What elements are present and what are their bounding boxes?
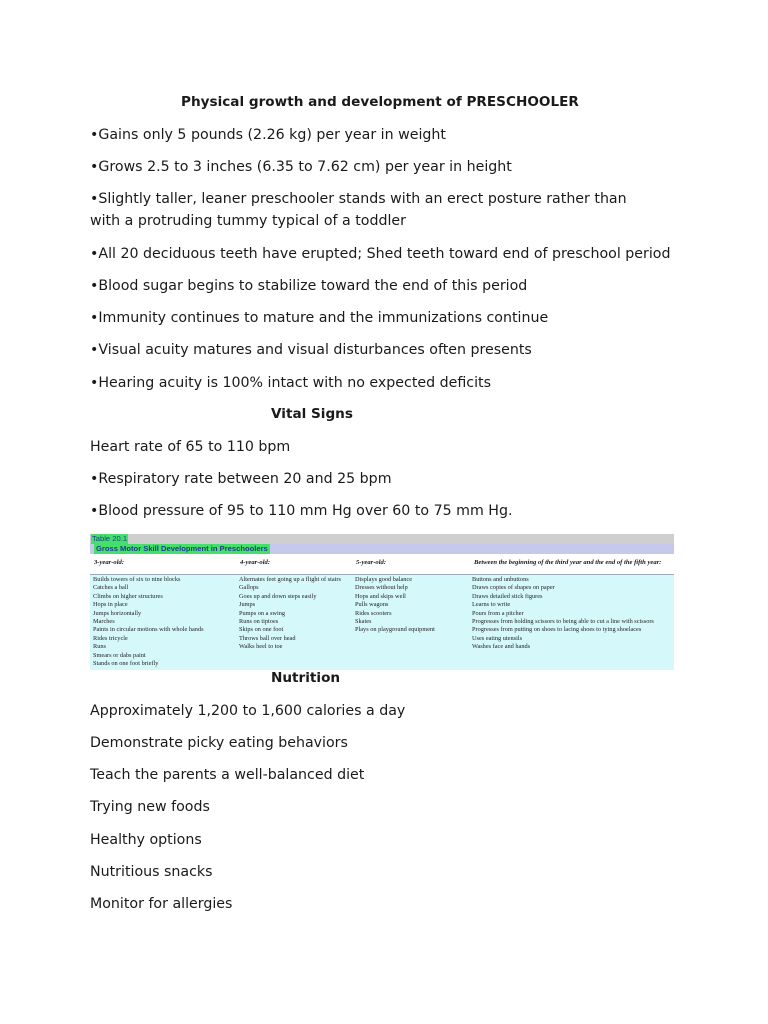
table-cell: Dresses without help — [355, 584, 408, 592]
table-cell: Draws detailed stick figures — [472, 592, 543, 600]
growth-item: •Blood sugar begins to stabilize toward the end of this period — [90, 278, 528, 294]
growth-item: •Grows 2.5 to 3 inches (6.35 to 7.62 cm) per year in height — [90, 159, 512, 175]
table-label: Table 20.1 — [92, 534, 128, 543]
vital-item: •Respiratory rate between 20 and 25 bpm — [90, 471, 392, 487]
table-column — [355, 576, 435, 635]
table-cell: Walks heel to toe — [239, 643, 283, 651]
growth-item: •All 20 deciduous teeth have erupted; Shed teeth toward end of preschool period — [90, 246, 671, 262]
table-cell: Catches a ball — [93, 584, 129, 592]
growth-item: •Gains only 5 pounds (2.26 kg) per year in weight — [90, 127, 446, 143]
table-cell: Gallops — [239, 584, 259, 592]
table-cell: Marches — [93, 618, 115, 626]
table-title-bar — [90, 544, 674, 554]
table-cell: Runs — [93, 643, 106, 651]
nutrition-item: Monitor for allergies — [90, 896, 233, 912]
table-label-bar — [90, 534, 674, 544]
nutrition-heading: Nutrition — [271, 670, 341, 686]
nutrition-item: Demonstrate picky eating behaviors — [90, 735, 348, 751]
table-cell: Stands on one foot briefly — [93, 660, 159, 668]
table-cell: Plays on playground equipment — [355, 626, 435, 634]
nutrition-item: Healthy options — [90, 832, 202, 848]
table-cell: Pulls wagons — [355, 601, 389, 609]
table-column-header: 4-year-old: — [240, 559, 271, 566]
table-header-row — [90, 554, 674, 575]
table-cell: Rides tricycle — [93, 634, 128, 642]
table-cell: Washes face and hands — [472, 643, 531, 651]
table-title: Gross Motor Skill Development in Preschoolers — [96, 544, 268, 553]
table-cell: Draws copies of shapes on paper — [472, 584, 555, 592]
table-cell: Pours from a pitcher — [472, 609, 524, 617]
growth-item: •Hearing acuity is 100% intact with no expected deficits — [90, 375, 491, 391]
table-cell: Uses eating utensils — [472, 634, 523, 642]
table-column — [239, 576, 341, 652]
table-cell: Alternates feet going up a flight of stairs — [239, 576, 341, 583]
table-cell: Skips on one foot — [239, 626, 284, 634]
growth-item: •Visual acuity matures and visual disturbances often presents — [90, 342, 532, 358]
table-column-header: 5-year-old: — [356, 559, 387, 566]
page-title: Physical growth and development of PRESCHOOLER — [181, 94, 579, 110]
table-cell: Displays good balance — [355, 576, 413, 583]
vital-signs-heading: Vital Signs — [271, 406, 353, 422]
table-column-header: 3-year-old: — [94, 559, 125, 566]
vital-item: Heart rate of 65 to 110 bpm — [90, 439, 291, 455]
table-cell: Builds towers of six to nine blocks — [93, 576, 181, 583]
table-cell: Jumps horizontally — [93, 609, 142, 617]
table-cell: Jumps — [239, 601, 256, 609]
table-cell: Hops and skips well — [355, 592, 406, 600]
nutrition-item: Trying new foods — [90, 799, 210, 815]
nutrition-item: Approximately 1,200 to 1,600 calories a day — [90, 703, 406, 719]
table-cell: Hops in place — [93, 601, 128, 609]
table-cell: Progresses from holding scissors to being able to cut a line with scissors — [472, 618, 654, 626]
growth-item: •Slightly taller, leaner preschooler stands with an erect posture rather than with a protruding tummy typical of a toddler — [90, 191, 627, 229]
table-cell: Smears or dabs paint — [93, 651, 146, 659]
table-cell: Progresses from putting on shoes to lacing shoes to tying shoelaces — [472, 626, 642, 634]
table-cell: Paints in circular motions with whole hands — [93, 626, 204, 634]
table-cell: Rides scooters — [355, 609, 392, 617]
nutrition-item: Nutritious snacks — [90, 864, 213, 880]
table-cell: Goes up and down steps easily — [239, 592, 317, 600]
table-cell: Skates — [355, 618, 372, 626]
table-column — [472, 576, 654, 652]
table-cell: Pumps on a swing — [239, 609, 286, 617]
table-cell: Learns to write — [472, 601, 511, 609]
table-cell: Throws ball over head — [239, 634, 296, 642]
table-column — [93, 576, 204, 668]
vital-item: •Blood pressure of 95 to 110 mm Hg over 60 to 75 mm Hg. — [90, 503, 513, 519]
table-cell: Runs on tiptoes — [239, 618, 279, 626]
growth-item: •Immunity continues to mature and the immunizations continue — [90, 310, 549, 326]
table-cell: Buttons and unbuttons — [472, 576, 529, 583]
table-cell: Climbs on higher structures — [93, 592, 163, 600]
motor-skill-table — [90, 534, 674, 670]
table-column-header: Between the beginning of the third year and the end of the fifth year: — [474, 559, 662, 566]
nutrition-item: Teach the parents a well-balanced diet — [90, 767, 365, 783]
